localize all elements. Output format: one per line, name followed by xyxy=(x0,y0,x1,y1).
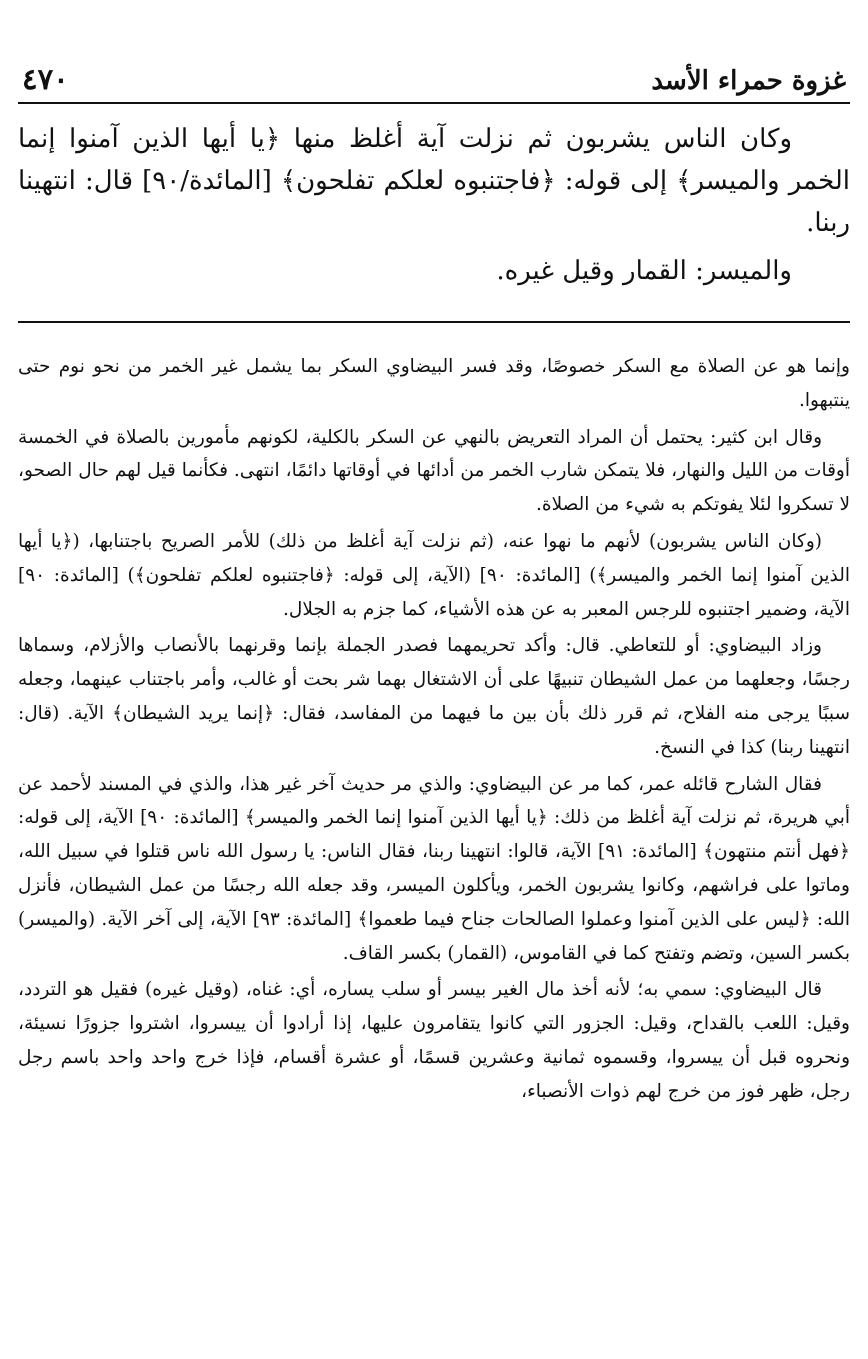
book-page xyxy=(18,0,850,1359)
page-header xyxy=(18,52,850,104)
commentary-paragraph: وزاد البيضاوي: أو للتعاطي. قال: وأكد تحريمهما فصدر الجملة بإنما وقرنهما بالأنصاب والأزلام، وسماها رجسًا، وجعلهما من عمل الشيطان تنبيهًا على أن الاشتغال بهما شر بحت أو غالب، وأمر باجتناب عينهما، وجعله سببًا يرجى منه الفلاح، ثم قرر ذلك بأن بين ما فيهما من المفاسد، فقال: ﴿إنما يريد الشيطان﴾ الآية. (قال: انتهينا ربنا) كذا في النسخ. xyxy=(18,635,850,758)
running-title: غزوة حمراء الأسد xyxy=(651,66,846,96)
hadith-text xyxy=(18,118,850,292)
commentary-paragraph: وقال ابن كثير: يحتمل أن المراد التعريض بالنهي عن السكر بالكلية، لكونهم مأمورين بالصلاة في الخمسة أوقات من الليل والنهار، فلا يتمكن شارب الخمر من أدائها في أوقاتها دائمًا، انتهى. فكأنما قيل لهم حال الصحو، لا تسكروا لئلا يفوتكم به شيء من الصلاة. xyxy=(18,426,850,516)
commentary-paragraph: قال البيضاوي: سمي به؛ لأنه أخذ مال الغير بيسر أو سلب يساره، أي: غناه، (وقيل غيره) فقيل هو التردد، وقيل: اللعب بالقداح، وقيل: الجزور التي كانوا يتقامرون عليها، إذا أرادوا أن ييسروا، اشتروا جزورًا نسيئة، ونحروه قبل أن ييسروا، وقسموه ثمانية وعشرين قسمًا، أو عشرة أقسام، فإذا خرج واحد واحد باسم رجل رجل، ظهر فوز من خرج لهم ذوات الأنصباء، xyxy=(18,979,850,1102)
commentary-text xyxy=(18,350,850,1112)
commentary-paragraph: فقال الشارح قائله عمر، كما مر عن البيضاوي: والذي مر حديث آخر غير هذا، والذي في المسند لأحمد عن أبي هريرة، ثم نزلت آية أغلظ من ذلك: ﴿يا أيها الذين آمنوا إنما الخمر والميسر﴾ [المائدة: ٩٠] الآية، إلى قوله: ﴿فهل أنتم منتهون﴾ [المائدة: ٩١] الآية، قالوا: انتهينا ربنا، فقال الناس: يا رسول الله ناس قتلوا في سبيل الله، وماتوا على فراشهم، وكانوا يشربون الخمر، ويأكلون الميسر، وقد جعله الله رجسًا من عمل الشيطان، فأنزل الله: ﴿ليس على الذين آمنوا وعملوا الصالحات جناح فيما طعموا﴾ [المائدة: ٩٣] الآية، إلى آخر الآية. (والميسر) بكسر السين، وتضم وتفتح كما في القاموس، (القمار) بكسر القاف. xyxy=(18,773,851,964)
commentary-paragraph: (وكان الناس يشربون) لأنهم ما نهوا عنه، (ثم نزلت آية أغلظ من ذلك) للأمر الصريح باجتنابها، (﴿يا أيها الذين آمنوا إنما الخمر والميسر﴾) [المائدة: ٩٠] (الآية، إلى قوله: ﴿فاجتنبوه لعلكم تفلحون﴾) [المائدة: ٩٠] الآية، وضمير اجتنبوه للرجس المعبر به عن هذه الأشياء، كما جزم به الجلال. xyxy=(18,530,850,620)
section-divider xyxy=(18,321,850,323)
page-number: ٤٧٠ xyxy=(22,62,69,96)
hadith-paragraph: والميسر: القمار وقيل غيره. xyxy=(496,256,792,286)
hadith-paragraph: وكان الناس يشربون ثم نزلت آية أغلظ منها ﴿يا أيها الذين آمنوا إنما الخمر والميسر﴾ إلى قوله: ﴿فاجتنبوه لعلكم تفلحون﴾ [المائدة/٩٠] قال: انتهينا ربنا. xyxy=(18,124,850,238)
commentary-paragraph: وإنما هو عن الصلاة مع السكر خصوصًا، وقد فسر البيضاوي السكر بما يشمل غير الخمر من نحو نوم حتى ينتبهوا. xyxy=(18,356,850,411)
